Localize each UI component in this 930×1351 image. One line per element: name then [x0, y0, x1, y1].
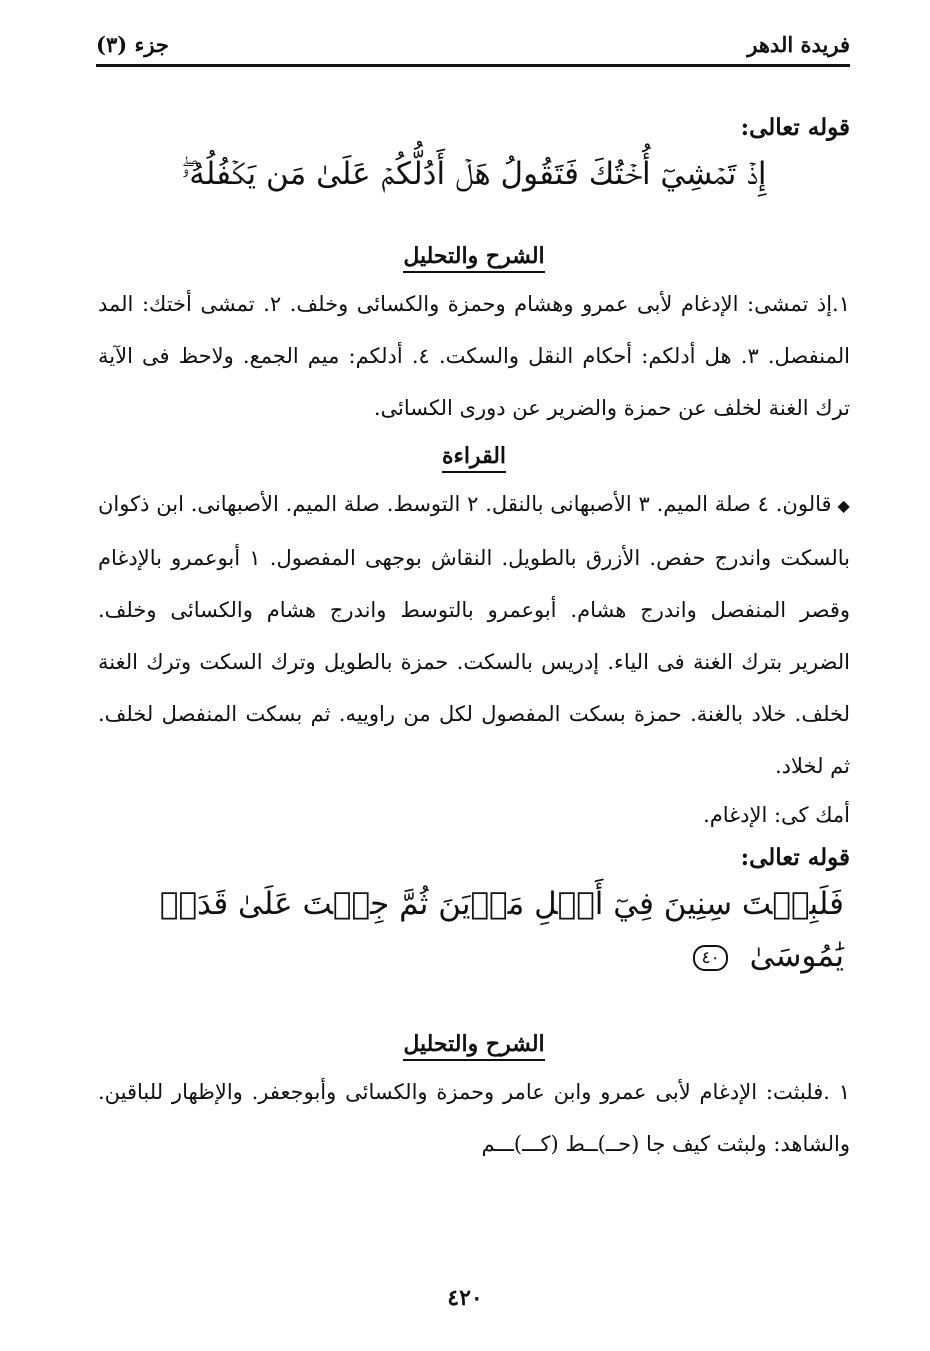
- qiraa-paragraph: [98, 478, 850, 792]
- book-title: فريدة الدهر: [747, 32, 850, 57]
- sharh-paragraph-2: ١ .فلبثت: الإدغام لأبى عمرو وابن عامر وحمزة والكسائى وأبوجعفر. والإظهار للباقين. والشاهد: ولبثت كيف جا (حــ)ــط (كـــ)ـــم: [98, 1080, 850, 1156]
- quran-verse-1: إِذۡ تَمۡشِيٓ أُخۡتُكَ فَتَقُولُ هَلۡ أَدُلُّكُمۡ عَلَىٰ مَن يَكۡفُلُهُۥۖ: [181, 156, 767, 192]
- sharh-title-1-text: الشرح والتحليل: [403, 243, 544, 273]
- page-number: ٤٢٠: [447, 1285, 483, 1311]
- sharh-title-2: [98, 1022, 850, 1066]
- sharh-title-2-text: الشرح والتحليل: [403, 1031, 544, 1061]
- spacer: [98, 982, 850, 1022]
- quran-verse-2-text: فَلَبِثۡتَ سِنِينَ فِيٓ أَهۡلِ مَدۡيَنَ ثُمَّ جِئۡتَ عَلَىٰ قَدَرٖ يَٰمُوسَىٰ: [159, 886, 844, 974]
- spacer: [98, 200, 850, 234]
- qiraa-title: [98, 434, 850, 478]
- qiraa-text: قالون. ٤ صلة الميم. ٣ الأصبهانى بالنقل. ٢ التوسط. صلة الميم. الأصبهانى. ابن ذكوان بالسكت واندرج حفص. الأزرق بالطويل. النقاش بوجهى المفصول. ١ أبوعمرو بالإدغام وقصر المنفصل واندرج هشام. أبوعمرو بالتوسط واندرج هشام والكسائى وخلف. الضرير بترك الغنة فى الياء. إدريس بالسكت. حمزة بالطويل وترك السكت وترك الغنة لخلف. خلاد بالغنة. حمزة بسكت المفصول لكل من راوييه. ثم بسكت المنفصل لخلف. ثم لخلاد.: [98, 492, 850, 778]
- part-label: جزء (٣): [96, 32, 169, 57]
- running-header: [96, 28, 850, 64]
- page-content: [98, 108, 850, 1170]
- diamond-bullet-icon: ◆: [837, 496, 850, 515]
- qiraa-title-text: القراءة: [442, 443, 506, 473]
- quran-verse-2: [98, 878, 850, 982]
- sharh-paragraph-1: ١.إذ تمشى: الإدغام لأبى عمرو وهشام وحمزة والكسائى وخلف. ٢. تمشى أختك: المد المنفصل. ٣. هل أدلكم: أحكام النقل والسكت. ٤. أدلكم: ميم الجمع. ولاحظ فى الآية ترك الغنة لخلف عن حمزة والضرير عن دورى الكسائى.: [98, 292, 850, 420]
- qawl-heading-1: قوله تعالى:: [740, 114, 850, 141]
- header-rule: [96, 64, 850, 67]
- amal-paragraph: أمك كى: الإدغام.: [703, 803, 850, 827]
- verse-number-badge: ٤٠: [693, 945, 727, 971]
- sharh-title-1: [98, 234, 850, 278]
- qawl-heading-2: قوله تعالى:: [740, 844, 850, 871]
